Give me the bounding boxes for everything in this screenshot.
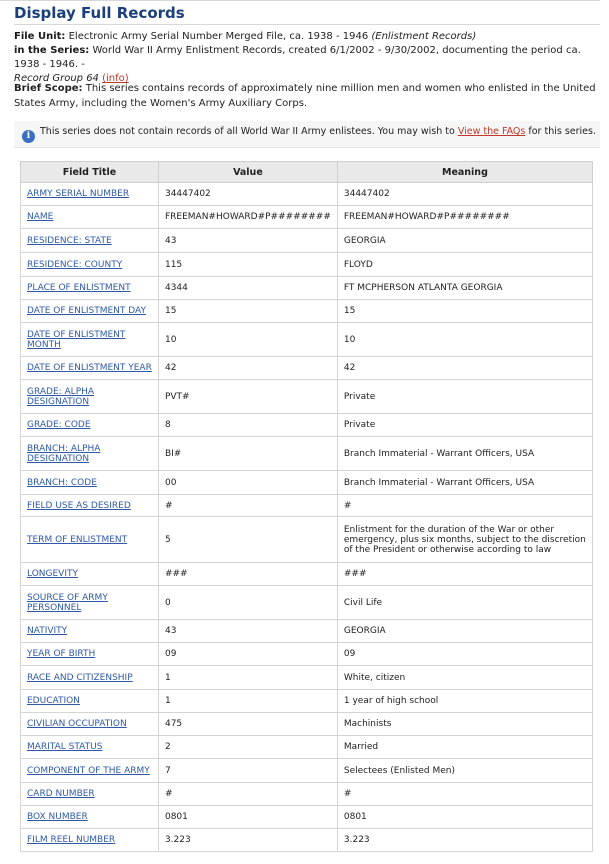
table-row [21,414,593,437]
table-row [21,586,593,620]
meaning-cell: Private [337,414,592,437]
field-title-link[interactable]: FILM REEL NUMBER [27,835,116,845]
field-title-link[interactable]: LONGEVITY [27,569,78,579]
table-row [21,277,593,300]
field-title-cell [21,183,159,206]
field-title-cell [21,471,159,495]
value-cell: # [158,495,337,517]
file-unit-value: Electronic Army Serial Number Merged File, ca. 1938 - 1946 [68,31,369,42]
brief-scope [14,82,596,111]
meaning-cell: FREEMAN#HOWARD#P######## [337,206,592,229]
table-row [21,620,593,643]
field-title-cell [21,666,159,690]
field-title-link[interactable]: MARITAL STATUS [27,742,103,752]
value-cell: 43 [158,229,337,253]
field-title-link[interactable]: RACE AND CITIZENSHIP [27,672,133,683]
table-header-row [21,162,593,183]
field-title-cell [21,586,159,620]
value-cell: 2 [158,736,337,759]
table-row [21,806,593,829]
notice-text-after: for this series. [528,126,596,137]
field-title-cell [21,495,159,517]
field-title-link[interactable]: NAME [27,212,54,222]
table-row [21,829,593,852]
value-cell: 4344 [158,277,337,300]
table-row [21,643,593,666]
field-title-link[interactable]: CIVILIAN OCCUPATION [27,719,127,729]
meaning-cell: 1 year of high school [337,690,592,713]
value-cell: 0 [158,586,337,620]
field-title-link[interactable]: SOURCE OF ARMY PERSONNEL [27,592,108,613]
brief-scope-label: Brief Scope: [14,83,83,94]
value-cell: 475 [158,713,337,736]
meaning-cell: Married [337,736,592,759]
field-title-cell [21,620,159,643]
field-title-cell [21,357,159,380]
table-row [21,253,593,277]
field-title-cell [21,229,159,253]
value-cell: 10 [158,323,337,357]
file-unit-italic: (Enlistment Records) [371,31,477,42]
field-title-link[interactable]: PLACE OF ENLISTMENT [27,283,131,293]
field-title-link[interactable]: GRADE: CODE [27,420,91,430]
value-cell: 8 [158,414,337,437]
title-divider [14,24,600,25]
meaning-cell: 34447402 [337,183,592,206]
field-title-link[interactable]: NATIVITY [27,626,68,636]
value-cell: 0801 [158,806,337,829]
meaning-cell: Enlistment for the duration of the War or other emergency, plus six months, subject to the discretion of the President or otherwise according to law [337,517,592,563]
value-cell: 1 [158,666,337,690]
meaning-cell: Selectees (Enlisted Men) [337,759,592,783]
field-title-link[interactable]: FIELD USE AS DESIRED [27,500,131,511]
field-title-cell [21,380,159,414]
field-title-cell [21,323,159,357]
value-cell: 1 [158,690,337,713]
page-title: Display Full Records [14,4,185,22]
meaning-cell: 15 [337,300,592,323]
field-title-cell [21,300,159,323]
meaning-cell: # [337,783,592,806]
field-title-cell [21,690,159,713]
table-row [21,229,593,253]
value-cell: PVT# [158,380,337,414]
table-row [21,323,593,357]
value-cell: 42 [158,357,337,380]
table-row [21,713,593,736]
brief-scope-text: This series contains records of approximately nine million men and women who enlisted in the United States Army, including the Women's Army Auxiliary Corps. [14,83,596,109]
records-table [20,161,593,852]
field-title-cell [21,713,159,736]
meaning-cell: GEORGIA [337,620,592,643]
field-title-cell [21,563,159,586]
field-title-link[interactable]: BOX NUMBER [27,812,88,822]
value-cell: 3.223 [158,829,337,852]
table-row [21,471,593,495]
header-field-title: Field Title [21,162,159,183]
field-title-link[interactable]: BRANCH: ALPHA DESIGNATION [27,443,101,464]
table-row [21,495,593,517]
field-title-link[interactable]: EDUCATION [27,696,80,706]
record-metadata [14,30,596,86]
meaning-cell: Private [337,380,592,414]
field-title-cell [21,206,159,229]
field-title-link[interactable]: TERM OF ENLISTMENT [27,534,128,545]
field-title-cell [21,759,159,783]
series-notice [14,121,600,148]
field-title-link[interactable]: CARD NUMBER [27,789,95,799]
field-title-link[interactable]: DATE OF ENLISTMENT YEAR [27,363,152,373]
meaning-cell: Civil Life [337,586,592,620]
field-title-cell [21,643,159,666]
meaning-cell: Branch Immaterial - Warrant Officers, USA [337,471,592,495]
value-cell: 09 [158,643,337,666]
file-unit-label: File Unit: [14,31,66,42]
field-title-cell [21,253,159,277]
record-group: Record Group 64 [14,73,99,84]
field-title-cell [21,736,159,759]
header-value: Value [158,162,337,183]
meaning-cell: GEORGIA [337,229,592,253]
meaning-cell: Machinists [337,713,592,736]
table-row [21,759,593,783]
info-link[interactable]: (info) [102,73,129,84]
value-cell: 7 [158,759,337,783]
series-label: in the Series: [14,45,90,56]
value-cell: 5 [158,517,337,563]
view-faqs-link[interactable]: View the FAQs [457,126,526,137]
value-cell: 00 [158,471,337,495]
field-title-cell [21,783,159,806]
field-title-link[interactable]: COMPONENT OF THE ARMY [27,765,150,776]
value-cell: 115 [158,253,337,277]
header-meaning: Meaning [337,162,592,183]
field-title-cell [21,437,159,471]
notice-text-before: This series does not contain records of all World War II Army enlistees. You may wish to [40,126,455,137]
field-title-link[interactable]: RESIDENCE: COUNTY [27,259,123,270]
table-row [21,666,593,690]
value-cell: 15 [158,300,337,323]
series-value: World War II Army Enlistment Records, created 6/1/2002 - 9/30/2002, documenting the period ca. 1938 - 1946. - [14,45,581,70]
field-title-link[interactable]: GRADE: ALPHA DESIGNATION [27,386,95,407]
meaning-cell: 09 [337,643,592,666]
value-cell: 34447402 [158,183,337,206]
table-row [21,357,593,380]
top-divider [0,0,600,1]
field-title-cell [21,806,159,829]
meaning-cell: # [337,495,592,517]
meaning-cell: White, citizen [337,666,592,690]
table-row [21,563,593,586]
value-cell: 43 [158,620,337,643]
table-row [21,736,593,759]
table-row [21,517,593,563]
field-title-link[interactable]: BRANCH: CODE [27,477,97,488]
table-row [21,690,593,713]
field-title-link[interactable]: RESIDENCE: STATE [27,235,112,246]
table-row [21,380,593,414]
value-cell: BI# [158,437,337,471]
meaning-cell: 42 [337,357,592,380]
value-cell: FREEMAN#HOWARD#P######## [158,206,337,229]
field-title-link[interactable]: ARMY SERIAL NUMBER [27,189,130,199]
field-title-link[interactable]: DATE OF ENLISTMENT DAY [27,306,146,316]
field-title-link[interactable]: YEAR OF BIRTH [27,649,96,659]
meaning-cell: FLOYD [337,253,592,277]
meaning-cell: 10 [337,323,592,357]
meaning-cell: 0801 [337,806,592,829]
table-row [21,183,593,206]
notice-text [40,126,596,138]
meaning-cell: FT MCPHERSON ATLANTA GEORGIA [337,277,592,300]
table-row [21,206,593,229]
info-icon: i [22,130,35,143]
field-title-cell [21,414,159,437]
field-title-link[interactable]: DATE OF ENLISTMENT MONTH [27,329,126,350]
field-title-cell [21,829,159,852]
table-row [21,437,593,471]
field-title-cell [21,277,159,300]
table-row [21,783,593,806]
meaning-cell: 3.223 [337,829,592,852]
meaning-cell: ### [337,563,592,586]
value-cell: ### [158,563,337,586]
value-cell: # [158,783,337,806]
meaning-cell: Branch Immaterial - Warrant Officers, USA [337,437,592,471]
field-title-cell [21,517,159,563]
table-row [21,300,593,323]
